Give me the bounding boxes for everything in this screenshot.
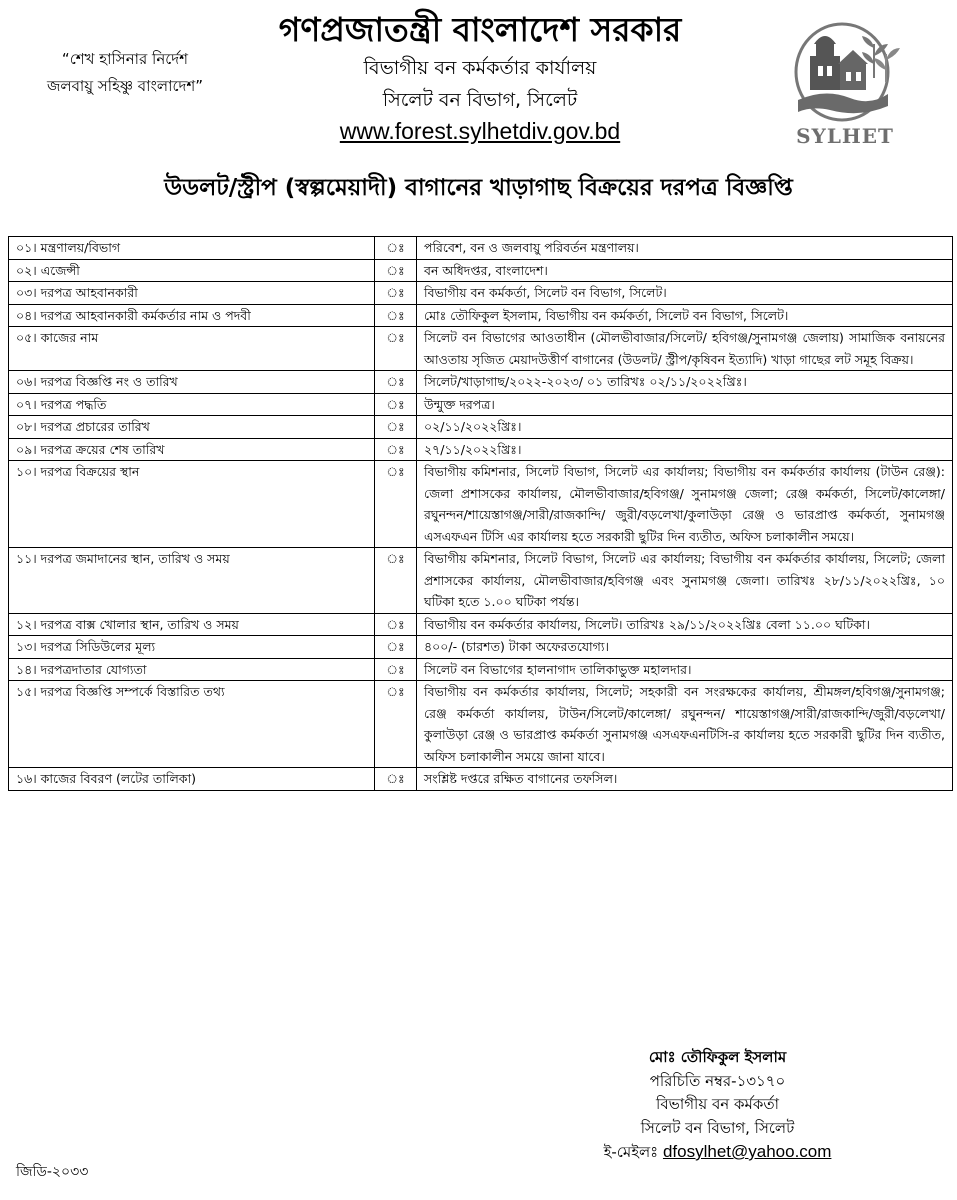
- signatory-id: পরিচিতি নম্বর-১৩১৭০: [649, 1071, 786, 1090]
- logo-text: SYLHET: [796, 124, 894, 148]
- signatory-division: সিলেট বন বিভাগ, সিলেট: [640, 1118, 795, 1137]
- signatory-email-line: [565, 1140, 870, 1165]
- table-row: [9, 371, 953, 394]
- row-separator: ঃ: [375, 768, 417, 791]
- row-value: সিলেট বন বিভাগের আওতাধীন (মৌলভীবাজার/সিলেট/ হবিগঞ্জ/সুনামগঞ্জ জেলায়) সামাজিক বনায়নের আওতায় সৃজিত মেয়াদউত্তীর্ণ বাগানের (উডলট/ স্ট্রীপ/কৃষিবন ইত্যাদি) খাড়া গাছের লট সমূহ বিক্রয়।: [417, 327, 953, 371]
- row-separator: ঃ: [375, 282, 417, 305]
- row-value: পরিবেশ, বন ও জলবায়ু পরিবর্তন মন্ত্রণালয়।: [417, 237, 953, 260]
- slogan-line-1: “শেখ হাসিনার নির্দেশ: [61, 50, 189, 68]
- row-separator: ঃ: [375, 393, 417, 416]
- row-value: ০২/১১/২০২২খ্রিঃ।: [417, 416, 953, 439]
- row-label: ০৫। কাজের নাম: [9, 327, 375, 371]
- row-label: ১২। দরপত্র বাক্স খোলার স্থান, তারিখ ও সময়: [9, 613, 375, 636]
- division-name: সিলেট বন বিভাগ, সিলেট: [382, 89, 578, 111]
- row-label: ১০। দরপত্র বিক্রয়ের স্থান: [9, 461, 375, 548]
- office-name: বিভাগীয় বন কর্মকর্তার কার্যালয়: [363, 57, 597, 79]
- table-row: [9, 327, 953, 371]
- sylhet-emblem-icon: [770, 14, 920, 126]
- slogan-line-2: জলবায়ু সহিষ্ণু বাংলাদেশ”: [46, 77, 203, 95]
- slogan-quote: [14, 46, 236, 100]
- row-separator: ঃ: [375, 259, 417, 282]
- row-label: ০৪। দরপত্র আহবানকারী কর্মকর্তার নাম ও পদবী: [9, 304, 375, 327]
- row-separator: ঃ: [375, 371, 417, 394]
- table-row: [9, 304, 953, 327]
- row-value: বিভাগীয় কমিশনার, সিলেট বিভাগ, সিলেট এর কার্যালয়; বিভাগীয় বন কর্মকর্তার কার্যালয়, সিলেট; জেলা প্রশাসকের কার্যালয়, মৌলভীবাজার/হবিগঞ্জ এবং সুনামগঞ্জ জেলা। তারিখঃ ২৮/১১/২০২২খ্রিঃ, ১০ ঘটিকা হতে ১.০০ ঘটিকা পর্যন্ত।: [417, 548, 953, 614]
- table-row: [9, 768, 953, 791]
- row-label: ১৩। দরপত্র সিডিউলের মূল্য: [9, 636, 375, 659]
- row-value: বন অধিদপ্তর, বাংলাদেশ।: [417, 259, 953, 282]
- row-separator: ঃ: [375, 416, 417, 439]
- table-row: [9, 658, 953, 681]
- row-separator: ঃ: [375, 327, 417, 371]
- table-row: [9, 393, 953, 416]
- signatory-name: মোঃ তৌফিকুল ইসলাম: [648, 1048, 787, 1066]
- row-value: বিভাগীয় কমিশনার, সিলেট বিভাগ, সিলেট এর কার্যালয়; বিভাগীয় বন কর্মকর্তার কার্যালয় (টাউন রেঞ্জ): জেলা প্রশাসকের কার্যালয়, মৌলভীবাজার/হবিগঞ্জ/ সুনামগঞ্জ জেলা; রেঞ্জ কর্মকর্তা, সিলেট/কালেঙ্গা/ রঘুনন্দন/শায়েস্তাগঞ্জ/সারী/রাজকান্দি/ জুরী/বড়লেখা/কুলাউড়া রেঞ্জ ও ভারপ্রাপ্ত কর্মকর্তা, সুনামগঞ্জ এসএফএন টিসি এর কার্যালয় হতে সরকারী ছুটির দিন ব্যতীত, অফিস চলাকালীন সময়ে।: [417, 461, 953, 548]
- row-separator: ঃ: [375, 681, 417, 768]
- table-row: [9, 237, 953, 260]
- row-separator: ঃ: [375, 461, 417, 548]
- row-label: ১৪। দরপত্রদাতার যোগ্যতা: [9, 658, 375, 681]
- row-label: ০৯। দরপত্র ক্রয়ের শেষ তারিখ: [9, 438, 375, 461]
- row-value: বিভাগীয় বন কর্মকর্তার কার্যালয়, সিলেট। তারিখঃ ২৯/১১/২০২২খ্রিঃ বেলা ১১.০০ ঘটিকা।: [417, 613, 953, 636]
- letterhead: [240, 8, 720, 146]
- row-separator: ঃ: [375, 548, 417, 614]
- government-title: গণপ্রজাতন্ত্রী বাংলাদেশ সরকার: [278, 10, 682, 49]
- table-row: [9, 438, 953, 461]
- row-value: সিলেট বন বিভাগের হালনাগাদ তালিকাভুক্ত মহালদার।: [417, 658, 953, 681]
- tender-details-table: [8, 236, 953, 791]
- website-link[interactable]: www.forest.sylhetdiv.gov.bd: [339, 118, 621, 144]
- gd-code: জিডি-২০৩৩: [16, 1164, 89, 1180]
- table-row: [9, 636, 953, 659]
- table-row: [9, 416, 953, 439]
- row-value: ২৭/১১/২০২২খ্রিঃ।: [417, 438, 953, 461]
- row-value: বিভাগীয় বন কর্মকর্তার কার্যালয়, সিলেট; সহকারী বন সংরক্ষকের কার্যালয়, শ্রীমঙ্গল/হবিগঞ্জ/সুনামগঞ্জ; রেঞ্জ কর্মকর্তা কার্যালয়, টাউন/সিলেট/কালেঙ্গা/ রঘুনন্দন/ শায়েস্তাগঞ্জ/সারী/রাজকান্দি/জুরী/বড়লেখা/কুলাউড়া রেঞ্জ ও ভারপ্রাপ্ত কর্মকর্তা সুনামগঞ্জ এসএফএনটিসি-র কার্যালয় হতে সরকারী ছুটির দিন ব্যতীত, অফিস চলাকালীন সময়ে জানা যাবে।: [417, 681, 953, 768]
- row-label: ০৭। দরপত্র পদ্ধতি: [9, 393, 375, 416]
- row-label: ০৬। দরপত্র বিজ্ঞপ্তি নং ও তারিখ: [9, 371, 375, 394]
- row-separator: ঃ: [375, 438, 417, 461]
- email-link[interactable]: dfosylhet@yahoo.com: [662, 1142, 832, 1161]
- row-separator: ঃ: [375, 304, 417, 327]
- table-row: [9, 259, 953, 282]
- tender-details-body: [9, 237, 953, 791]
- notice-title: উডলট/স্ট্রীপ (স্বল্পমেয়াদী) বাগানের খাড়াগাছ বিক্রয়ের দরপত্র বিজ্ঞপ্তি: [164, 175, 793, 201]
- row-value: মোঃ তৌফিকুল ইসলাম, বিভাগীয় বন কর্মকর্তা, সিলেট বন বিভাগ, সিলেট।: [417, 304, 953, 327]
- row-separator: ঃ: [375, 237, 417, 260]
- row-value: সিলেট/খাড়াগাছ/২০২২-২০২৩/ ০১ তারিখঃ ০২/১১/২০২২খ্রিঃ।: [417, 371, 953, 394]
- table-row: [9, 461, 953, 548]
- row-label: ০২। এজেন্সী: [9, 259, 375, 282]
- email-label: ই-মেইলঃ: [603, 1143, 663, 1161]
- table-row: [9, 548, 953, 614]
- row-value: বিভাগীয় বন কর্মকর্তা, সিলেট বন বিভাগ, সিলেট।: [417, 282, 953, 305]
- row-value: ৪০০/- (চারশত) টাকা অফেরতযোগ্য।: [417, 636, 953, 659]
- row-separator: ঃ: [375, 636, 417, 659]
- row-label: ১১। দরপত্র জমাদানের স্থান, তারিখ ও সময়: [9, 548, 375, 614]
- row-separator: ঃ: [375, 658, 417, 681]
- row-value: উন্মুক্ত দরপত্র।: [417, 393, 953, 416]
- row-label: ০১। মন্ত্রণালয়/বিভাগ: [9, 237, 375, 260]
- row-label: ০৮। দরপত্র প্রচারের তারিখ: [9, 416, 375, 439]
- row-label: ০৩। দরপত্র আহবানকারী: [9, 282, 375, 305]
- row-separator: ঃ: [375, 613, 417, 636]
- row-label: ১৬। কাজের বিবরণ (লটের তালিকা): [9, 768, 375, 791]
- row-value: সংশ্লিষ্ট দপ্তরে রক্ষিত বাগানের তফসিল।: [417, 768, 953, 791]
- sylhet-division-logo: [770, 14, 920, 152]
- table-row: [9, 282, 953, 305]
- table-row: [9, 681, 953, 768]
- table-row: [9, 613, 953, 636]
- row-label: ১৫। দরপত্র বিজ্ঞপ্তি সম্পর্কে বিস্তারিত তথ্য: [9, 681, 375, 768]
- signatory-designation: বিভাগীয় বন কর্মকর্তা: [656, 1095, 779, 1113]
- signature-block: [565, 1046, 870, 1165]
